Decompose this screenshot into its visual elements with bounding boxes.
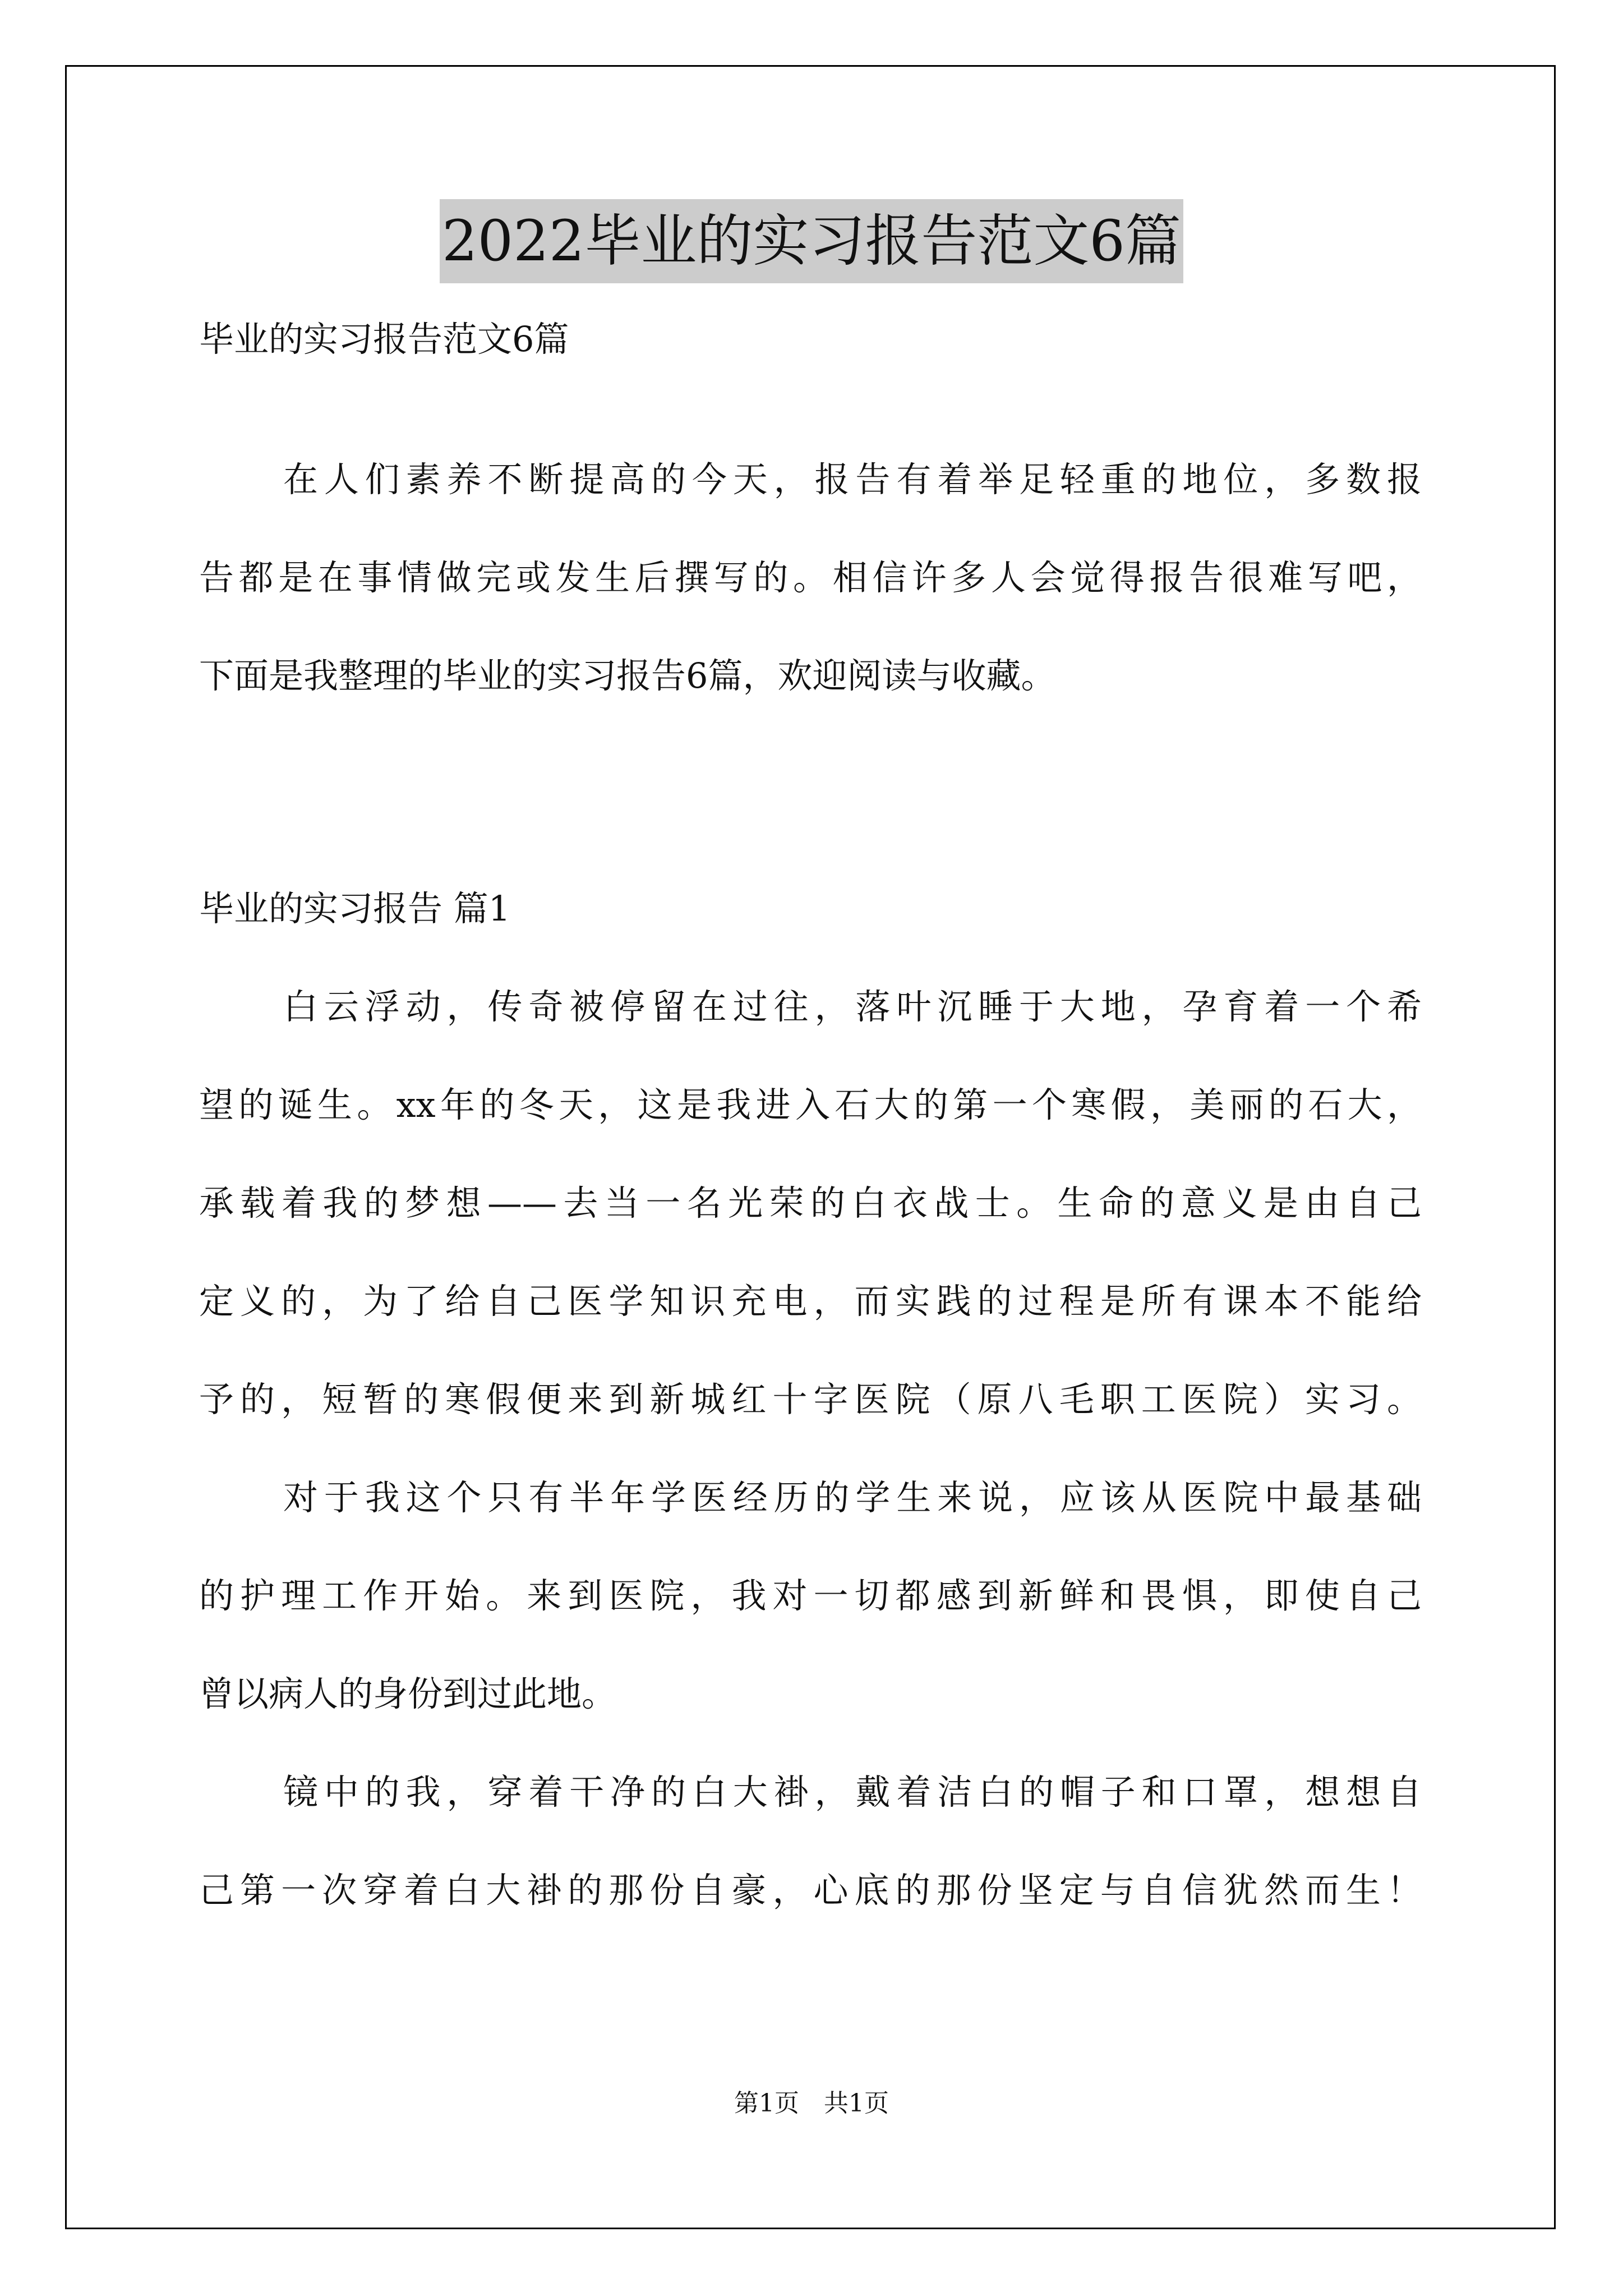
paragraph-line: 的护理工作开始。来到医院，我对一切都感到新鲜和畏惧，即使自己: [199, 1575, 1422, 1616]
page-number: 第1页 共1页: [734, 2089, 889, 2118]
paragraph-line: 己第一次穿着白大褂的那份自豪，心底的那份坚定与自信犹然而生！: [199, 1870, 1422, 1911]
paragraph-line: 定义的，为了给自己医学知识充电，而实践的过程是所有课本不能给: [199, 1281, 1422, 1322]
paragraph-line: 曾以病人的身份到过此地。: [199, 1673, 617, 1714]
document-title: [0, 199, 1623, 283]
intro-line: 下面是我整理的毕业的实习报告6篇，欢迎阅读与收藏。: [199, 655, 1056, 696]
paragraph-line: 白云浮动，传奇被停留在过往，落叶沉睡于大地，孕育着一个希: [283, 986, 1422, 1027]
paragraph-line: 对于我这个只有半年学医经历的学生来说，应该从医院中最基础: [283, 1477, 1422, 1518]
paragraph-line: 承载着我的梦想——去当一名光荣的白衣战士。生命的意义是由自己: [199, 1182, 1422, 1223]
intro-line: 在人们素养不断提高的今天，报告有着举足轻重的地位，多数报: [283, 459, 1422, 500]
section-heading: 毕业的实习报告 篇1: [199, 888, 511, 929]
paragraph-line: 予的，短暂的寒假便来到新城红十字医院（原八毛职工医院）实习。: [199, 1379, 1422, 1420]
paragraph-line: 镜中的我，穿着干净的白大褂，戴着洁白的帽子和口罩，想想自: [283, 1772, 1422, 1812]
intro-line: 告都是在事情做完或发生后撰写的。相信许多人会觉得报告很难写吧，: [199, 557, 1422, 598]
document-title-text: 2022毕业的实习报告范文6篇: [440, 199, 1183, 283]
paragraph-line: 望的诞生。xx年的冬天，这是我进入石大的第一个寒假，美丽的石大，: [199, 1084, 1422, 1125]
subtitle: 毕业的实习报告范文6篇: [199, 319, 569, 360]
